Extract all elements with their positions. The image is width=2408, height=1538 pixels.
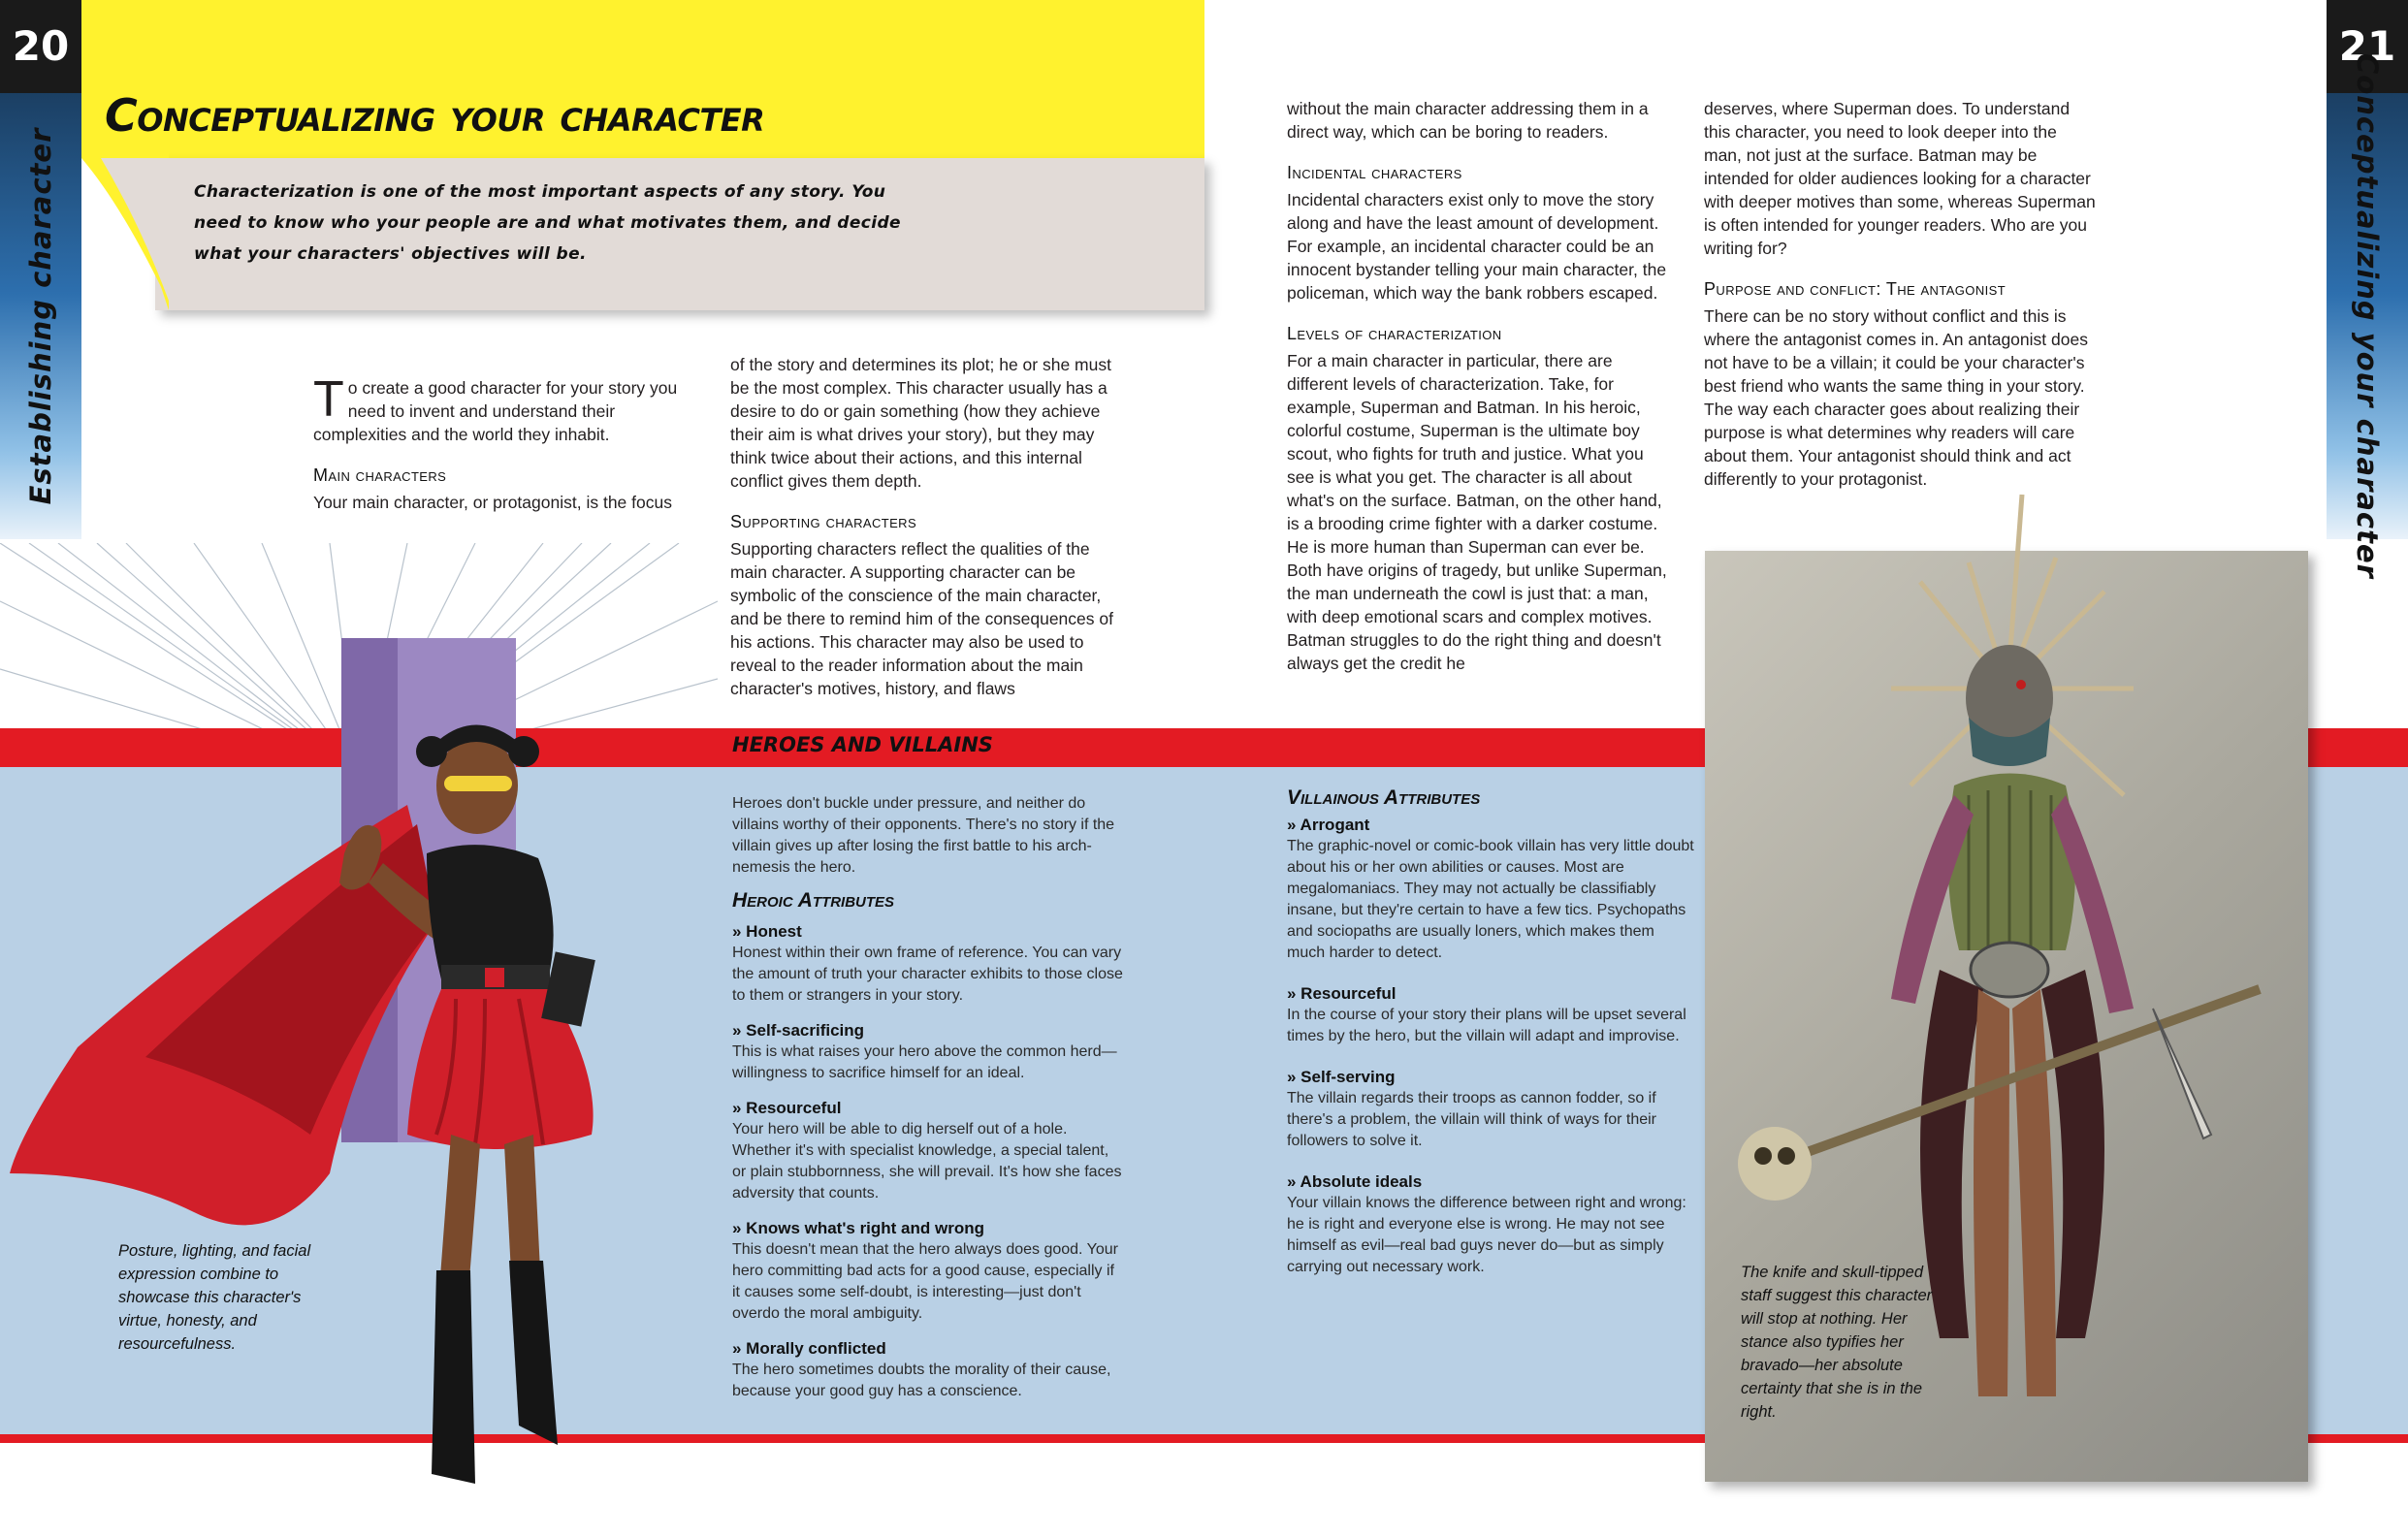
villain-column	[1287, 787, 1694, 1278]
heroic-item	[732, 1098, 1125, 1204]
panel-title: HEROES AND VILLAINS	[732, 733, 993, 756]
heroic-item-title: » Morally conflicted	[732, 1339, 886, 1358]
incidental-characters-text: Incidental characters exist only to move the story along and have the least amount of development. For example, an incidental character could be an innocent bystander telling your main character, the policeman, which way the bank robbers escaped.	[1287, 190, 1667, 303]
side-tab-right-label: Conceptualizing your character	[2351, 53, 2384, 579]
page-number-left: 20	[0, 0, 81, 93]
col1-paragraph: o create a good character for your story you need to invent and understand their complexities and the world they inhabit.	[313, 378, 678, 444]
drop-cap: T	[313, 371, 344, 428]
heroic-item-title: » Self-sacrificing	[732, 1021, 865, 1040]
col3-top-text: without the main character addressing them in a direct way, which can be boring to readers.	[1287, 99, 1649, 142]
heroic-item	[732, 1218, 1125, 1325]
heroic-item-text: The hero sometimes doubts the morality of their cause, because your good guy has a conscience.	[732, 1362, 1111, 1399]
villain-item	[1287, 815, 1694, 964]
heading-incidental-characters: Incidental characters	[1287, 163, 1462, 182]
villain-item-text: Your villain knows the difference between right and wrong: he is right and everyone else is wrong. He may not see himself as evil—real bad guys never do—but as simply carrying out necessary work.	[1287, 1195, 1686, 1275]
villain-item-title: » Resourceful	[1287, 984, 1397, 1003]
heroic-item	[732, 921, 1125, 1007]
villain-item	[1287, 983, 1694, 1047]
heading-main-characters: Main characters	[313, 465, 447, 485]
intro-text: Characterization is one of the most important aspects of any story. You need to know who your people are and what motivates them, and decide what your characters' objectives will be.	[194, 182, 901, 264]
page-number-right: 21	[2327, 0, 2408, 93]
hero-caption: Posture, lighting, and facial expression combine to showcase this character's virtue, honesty, and resourcefulness.	[118, 1242, 311, 1353]
heading-purpose-and-conflict: Purpose and conflict: The antagonist	[1704, 279, 2007, 299]
heroic-column	[732, 793, 1125, 1402]
hero-illustration	[0, 630, 679, 1522]
villain-item-title: » Arrogant	[1287, 816, 1370, 834]
supporting-characters-text: Supporting characters reflect the qualities of the main character. A supporting character can be symbolic of the conscience of the main character, and be there to remind him of the consequences of his actions. This character may also be used to reveal to the reader information about the main character's motives, history, and flaws	[730, 539, 1113, 698]
heroic-item-text: This is what raises your hero above the common herd—willingness to sacrifice himself for an ideal.	[732, 1043, 1117, 1081]
villain-item-text: The graphic-novel or comic-book villain has very little doubt about his or her own abilities or causes. Most are megalomaniacs. They may not actually be classifiably insane, but they're certain to have a few tics. Psychopaths and sociopaths are usually loners, which makes them much harder to detect.	[1287, 838, 1694, 961]
heroic-attributes-heading: Heroic Attributes	[732, 889, 895, 912]
villain-item-text: In the course of your story their plans will be upset several times by the hero, but the villain will adapt and improvise.	[1287, 1007, 1686, 1044]
villain-item-text: The villain regards their troops as cannon fodder, so if there's a problem, the villain will think of ways for their followers to solve it.	[1287, 1090, 1656, 1149]
side-tab-left-label: Establishing character	[24, 127, 57, 505]
heroic-item-title: » Knows what's right and wrong	[732, 1219, 984, 1237]
heroic-item-text: Your hero will be able to dig herself out of a hole. Whether it's with specialist knowledge, a special talent, or plain stubbornness, she will prevail. It's how she faces adversity that counts.	[732, 1121, 1122, 1202]
heroic-item-title: » Honest	[732, 922, 802, 941]
col4-top-text: deserves, where Superman does. To understand this character, you need to look deeper into the man, not just at the surface. Batman may be intended for older audiences looking for a character with deeper motives than some, whereas Superman is often intended for younger readers. Who are you writing for?	[1704, 99, 2096, 258]
heading-supporting-characters: Supporting characters	[730, 512, 917, 531]
panel-intro: Heroes don't buckle under pressure, and neither do villains worthy of their opponents. There's no story if the villain gives up after losing the first battle to his arch-nemesis the hero.	[732, 795, 1115, 876]
heroic-item	[732, 1020, 1125, 1084]
main-characters-text: Your main character, or protagonist, is the focus	[313, 493, 672, 512]
villainous-attributes-heading: Villainous Attributes	[1287, 786, 1481, 809]
side-tab-left	[0, 93, 81, 539]
heroic-item-text: This doesn't mean that the hero always does good. Your hero committing bad acts for a good cause, especially if it causes some self-doubt, is interesting—just don't overdo the moral ambiguity.	[732, 1241, 1118, 1322]
heading-levels-of-characterization: Levels of characterization	[1287, 324, 1502, 343]
levels-text: For a main character in particular, there are different levels of characterization. Take, for example, Superman and Batman. In his heroic, colorful costume, Superman is the ultimate boy scout, who fights for truth and justice. What you see is what you get. The character is all about what's on the surface. Batman, on the other hand, is a brooding crime fighter with a darker costume. He is more human than Superman can ever be. Both have origins of tragedy, but unlike Superman, the man underneath the cowl is just that: a man, with deep emotional scars and complex motives. Batman struggles to do the right thing and doesn't always get the credit he	[1287, 351, 1667, 673]
column-4	[1704, 97, 2097, 491]
purpose-text: There can be no story without conflict and this is where the antagonist comes in. An antagonist does not have to be a villain; it could be your character's best friend who wants the same thing in your story. The way each character goes about realizing their purpose is what determines why readers will care about them. Your antagonist should think and act differently to your protagonist.	[1704, 306, 2088, 489]
heroic-item	[732, 1338, 1125, 1402]
column-1	[313, 371, 691, 514]
speech-tail	[81, 145, 169, 310]
villain-item-title: » Absolute ideals	[1287, 1172, 1423, 1191]
villain-item	[1287, 1067, 1694, 1152]
villain-caption: The knife and skull-tipped staff suggest this character will stop at nothing. Her stance also typifies her bravado—her absolute certainty that she is in the right.	[1741, 1264, 1933, 1421]
col2-paragraph: of the story and determines its plot; he or she must be the most complex. This character usually has a desire to do or gain something (how they achieve their aim is what drives your story), but they may think twice about their actions, and this internal conflict gives them depth.	[730, 355, 1111, 491]
page-title: Conceptualizing your character	[105, 89, 765, 142]
villain-item	[1287, 1171, 1694, 1278]
villain-item-title: » Self-serving	[1287, 1068, 1396, 1086]
heroic-item-text: Honest within their own frame of reference. You can vary the amount of truth your character exhibits to those close to them or strangers in your story.	[732, 945, 1123, 1004]
heroic-item-title: » Resourceful	[732, 1099, 842, 1117]
column-3	[1287, 97, 1675, 675]
column-2	[730, 353, 1123, 700]
